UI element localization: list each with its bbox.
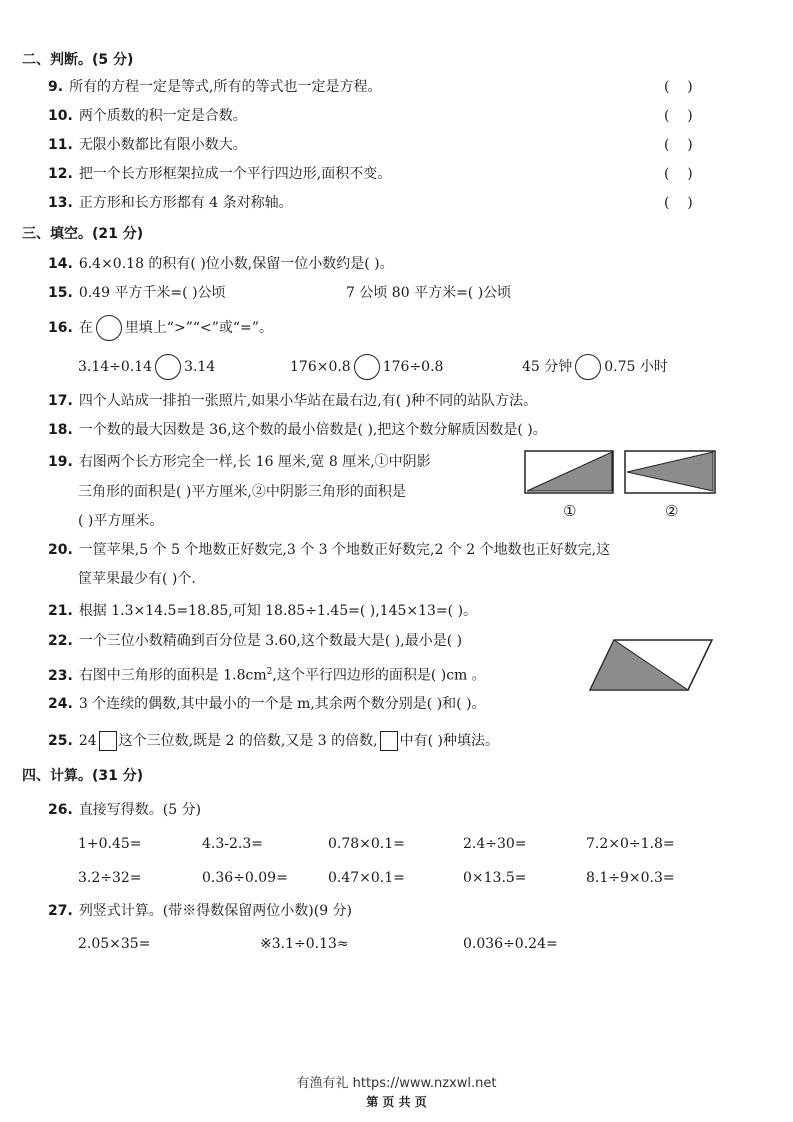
watermark: 有渔有礼 https://www.nzxwl.net (296, 1076, 497, 1091)
judge-item-13: 13. 正方形和长方形都有 4 条对称轴。 (48, 195, 293, 211)
judge-item-10: 10. 两个质数的积一定是合数。 (48, 108, 247, 124)
oral-calc-3: 0.78×0.1= (328, 836, 405, 852)
section-heading-calc: 四、计算。(31 分) (22, 768, 144, 784)
answer-paren[interactable]: ( ) (664, 137, 693, 153)
answer-paren[interactable]: ( ) (664, 79, 693, 95)
calc-item-26: 26. 直接写得数。(5 分) (48, 802, 202, 818)
fill-item-24: 24. 3 个连续的偶数,其中最小的一个是 m,其余两个数分别是( )和( )。 (48, 696, 486, 712)
fill-item-14: 14. 6.4×0.18 的积有( )位小数,保留一位小数约是( )。 (48, 256, 394, 272)
answer-paren[interactable]: ( ) (664, 108, 693, 124)
digit-box-icon (380, 731, 398, 751)
oral-calc-10: 8.1÷9×0.3= (586, 870, 675, 886)
judge-item-11: 11. 无限小数都比有限小数大。 (48, 137, 247, 153)
compare-circle-icon (96, 315, 122, 341)
compare-expr-3: 45 分钟 0.75 小时 (522, 354, 668, 380)
fill-item-15-b: 7 公顷 80 平方米=( )公顷 (346, 285, 512, 301)
section-heading-judge: 二、判断。(5 分) (22, 52, 134, 68)
vertical-calc-2: ※3.1÷0.13≈ (260, 936, 349, 952)
calc-item-27: 27. 列竖式计算。(带※得数保留两位小数)(9 分) (48, 903, 353, 919)
fill-item-23: 23. 右图中三角形的面积是 $1.8cm^2$,这个平行四边形的面积是( )cm 。 (48, 667, 486, 684)
vertical-calc-1: 2.05×35= (78, 936, 151, 952)
answer-paren[interactable]: ( ) (664, 166, 693, 182)
judge-item-9: 9. 所有的方程一定是等式,所有的等式也一定是方程。 (48, 79, 382, 95)
fill-item-19-line3: ( )平方厘米。 (78, 513, 164, 529)
oral-calc-1: 1+0.45= (78, 836, 142, 852)
fill-item-25: 25. 24 这个三位数,既是 2 的倍数,又是 3 的倍数, 中有( )种填法。 (48, 733, 499, 749)
compare-expr-1: 3.14÷0.14 3.14 (78, 354, 215, 380)
oral-calc-4: 2.4÷30= (463, 836, 527, 852)
fill-item-19-line2: 三角形的面积是( )平方厘米,②中阴影三角形的面积是 (78, 484, 406, 500)
figure-label-1: ① (563, 502, 577, 520)
oral-calc-5: 7.2×0÷1.8= (586, 836, 675, 852)
parallelogram-figure (588, 638, 716, 692)
judge-item-12: 12. 把一个长方形框架拉成一个平行四边形,面积不变。 (48, 166, 392, 182)
figure-label-2: ② (665, 502, 679, 520)
digit-box-icon[interactable] (99, 731, 117, 751)
oral-calc-2: 4.3-2.3= (202, 836, 263, 852)
fill-item-20-line2: 筐苹果最少有( )个. (78, 571, 196, 587)
page-number: 第 页 共 页 (366, 1095, 427, 1109)
compare-circle-icon[interactable] (354, 354, 380, 380)
fill-item-18: 18. 一个数的最大因数是 36,这个数的最小倍数是( ),把这个数分解质因数是( )。 (48, 422, 547, 438)
oral-calc-7: 0.36÷0.09= (202, 870, 288, 886)
section-heading-fill: 三、填空。(21 分) (22, 226, 144, 242)
oral-calc-9: 0×13.5= (463, 870, 527, 886)
answer-paren[interactable]: ( ) (664, 195, 693, 211)
fill-item-20: 20. 一筐苹果,5 个 5 个地数正好数完,3 个 3 个地数正好数完,2 个 2 个地数也正好数完,这 (48, 542, 611, 558)
fill-item-21: 21. 根据 1.3×14.5=18.85,可知 18.85÷1.45=( ),145×13=( )。 (48, 603, 478, 619)
fill-item-22: 22. 一个三位小数精确到百分位是 3.60,这个数最大是( ),最小是( ) (48, 633, 463, 649)
oral-calc-8: 0.47×0.1= (328, 870, 405, 886)
vertical-calc-3: 0.036÷0.24= (463, 936, 558, 952)
fill-item-15: 15. 0.49 平方千米=( )公顷 (48, 285, 226, 301)
compare-circle-icon[interactable] (155, 354, 181, 380)
oral-calc-6: 3.2÷32= (78, 870, 142, 886)
compare-expr-2: 176×0.8 176÷0.8 (290, 354, 443, 380)
fill-item-17: 17. 四个人站成一排拍一张照片,如果小华站在最右边,有( )种不同的站队方法。 (48, 393, 538, 409)
rectangle-figure-1 (524, 450, 614, 494)
fill-item-16: 16. 在 里填上“>”“<”或“=”。 (48, 315, 273, 341)
compare-circle-icon[interactable] (575, 354, 601, 380)
rectangle-figure-2 (624, 450, 716, 494)
fill-item-19: 19. 右图两个长方形完全一样,长 16 厘米,宽 8 厘米,①中阴影 (48, 454, 431, 470)
